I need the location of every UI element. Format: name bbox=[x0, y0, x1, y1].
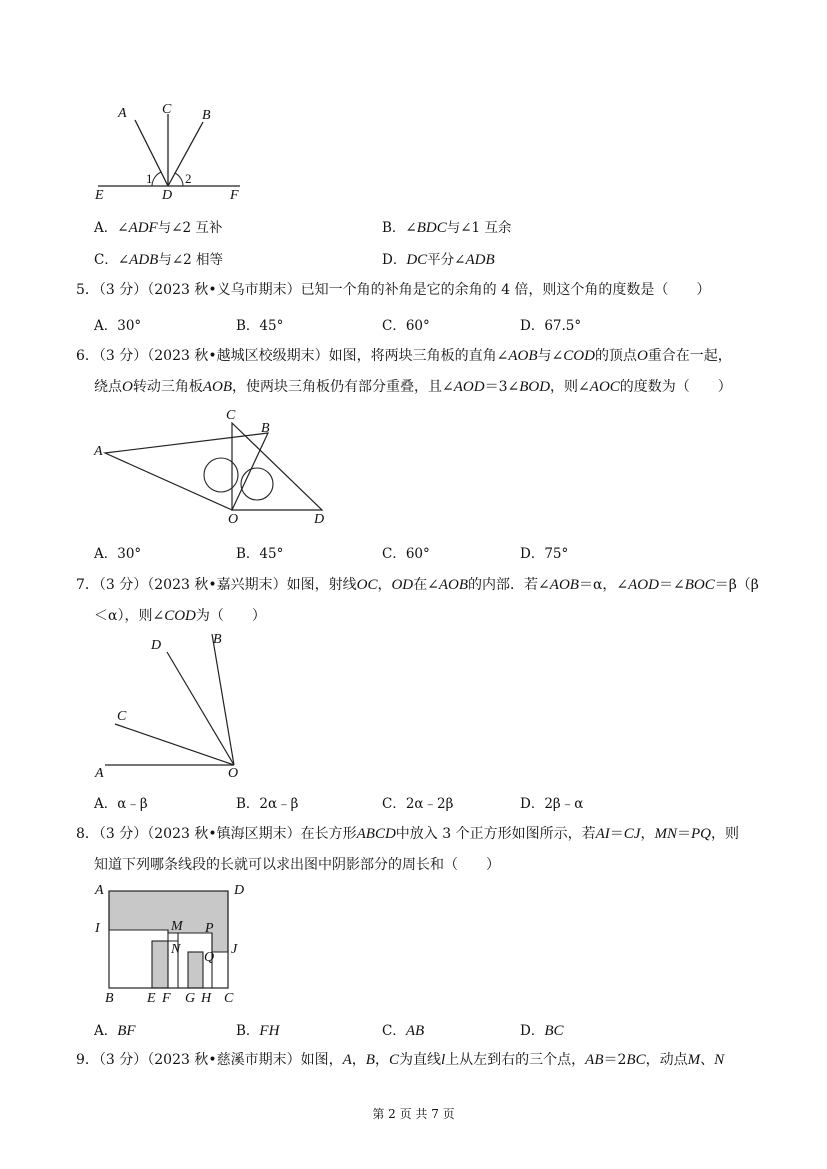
q8-option-b[interactable] bbox=[236, 1019, 279, 1040]
q6-option-b[interactable] bbox=[236, 542, 283, 562]
math: BC bbox=[626, 1052, 646, 1068]
q4-label-2: 2 bbox=[185, 171, 192, 186]
option-math: ADF bbox=[128, 220, 158, 236]
option-label: B． bbox=[236, 1023, 260, 1039]
triangle-cod bbox=[232, 423, 322, 510]
option-math: ADB bbox=[129, 252, 159, 268]
option-value: AB bbox=[405, 1023, 425, 1039]
text: 的内部．若∠ bbox=[468, 577, 550, 593]
text: ，使两块三角板仍有部分重叠，且∠ bbox=[232, 379, 454, 395]
text: （3 分）（2023 秋•越城区校级期末）如图，将两块三角板的直角∠ bbox=[98, 348, 509, 364]
option-text: ∠ bbox=[405, 220, 417, 236]
page-footer: 第 2 页 共 7 页 bbox=[372, 1107, 455, 1121]
q7-option-c[interactable] bbox=[382, 792, 453, 812]
q6-stem-line1 bbox=[76, 346, 732, 366]
q4-option-c[interactable] bbox=[94, 248, 223, 269]
text: ， bbox=[377, 577, 392, 593]
option-label: C． bbox=[94, 252, 118, 268]
q6-label-o: O bbox=[228, 512, 239, 527]
q6-label-c: C bbox=[226, 408, 236, 423]
option-value: 75° bbox=[544, 546, 569, 562]
q4-option-d[interactable] bbox=[382, 248, 495, 269]
q6-label-d: D bbox=[314, 512, 325, 527]
q7-label-o: O bbox=[228, 766, 239, 781]
option-value: FH bbox=[259, 1023, 280, 1039]
option-label: B． bbox=[236, 318, 260, 334]
q4-label-b: B bbox=[202, 108, 211, 123]
q7-label-c: C bbox=[117, 709, 127, 724]
option-value: 60° bbox=[405, 318, 430, 334]
q4-label-1: 1 bbox=[146, 171, 153, 186]
text: ＝3∠ bbox=[484, 379, 520, 395]
q8-label-n: N bbox=[171, 942, 181, 957]
option-value: α﹣β bbox=[117, 796, 148, 812]
option-label: C． bbox=[382, 1023, 406, 1039]
math: COD bbox=[164, 608, 196, 624]
text: （3 分）（2023 秋•慈溪市期末）如图， bbox=[98, 1052, 343, 1068]
text: ＝ bbox=[609, 826, 624, 842]
text: ， bbox=[640, 826, 655, 842]
option-value: 67.5° bbox=[544, 318, 582, 334]
option-label: D． bbox=[520, 796, 545, 812]
text: ＝β（β bbox=[714, 577, 759, 593]
q8-label-g: G bbox=[185, 991, 196, 1006]
q5-option-c[interactable] bbox=[382, 314, 430, 334]
option-text: ∠ bbox=[117, 220, 129, 236]
q8-label-c: C bbox=[224, 991, 234, 1006]
option-text: 平分∠ bbox=[427, 252, 466, 268]
text: 绕点 bbox=[94, 379, 122, 395]
q6-label-b: B bbox=[261, 421, 270, 436]
q6-option-a[interactable] bbox=[94, 542, 141, 562]
text: ＝α，∠ bbox=[578, 577, 629, 593]
q4-label-a: A bbox=[118, 106, 127, 121]
text: 的度数为（ ） bbox=[619, 379, 732, 395]
question-number: 9． bbox=[76, 1052, 99, 1068]
q4-label-d: D bbox=[162, 188, 173, 203]
option-value: 2α﹣2β bbox=[405, 796, 454, 812]
math: AOB bbox=[438, 577, 469, 593]
text: 为直线 bbox=[398, 1052, 441, 1068]
option-label: B． bbox=[236, 546, 260, 562]
text: ， bbox=[374, 1052, 389, 1068]
option-label: C． bbox=[382, 318, 406, 334]
option-value: 45° bbox=[259, 318, 284, 334]
text: ＝2 bbox=[603, 1052, 627, 1068]
option-label: A． bbox=[94, 546, 118, 562]
q4-label-e: E bbox=[95, 188, 104, 203]
math: C bbox=[388, 1052, 399, 1068]
option-label: A． bbox=[94, 1023, 118, 1039]
text: ＝ bbox=[676, 826, 691, 842]
option-label: A． bbox=[94, 796, 118, 812]
option-label: C． bbox=[382, 796, 406, 812]
q8-label-f: F bbox=[162, 991, 171, 1006]
math: OD bbox=[391, 577, 414, 593]
q8-label-p: P bbox=[205, 921, 214, 936]
option-text: 与∠2 相等 bbox=[158, 252, 224, 268]
q4-option-a[interactable] bbox=[94, 216, 222, 237]
question-number: 5． bbox=[76, 282, 99, 298]
q7-option-d[interactable] bbox=[520, 792, 583, 812]
text: ＜α），则∠ bbox=[94, 608, 165, 624]
q8-label-b: B bbox=[105, 991, 114, 1006]
math: BOD bbox=[519, 379, 551, 395]
q8-label-e: E bbox=[147, 991, 156, 1006]
q5-option-d[interactable] bbox=[520, 314, 581, 334]
option-text: 与∠1 互余 bbox=[446, 220, 512, 236]
math: M bbox=[687, 1052, 701, 1068]
q6-option-d[interactable] bbox=[520, 542, 568, 562]
text: （3 分）（2023 秋•镇海区期末）在长方形 bbox=[98, 826, 357, 842]
q7-label-b: B bbox=[213, 632, 222, 647]
text: 上从左到右的三个点， bbox=[445, 1052, 586, 1068]
math: ABCD bbox=[356, 826, 396, 842]
q8-label-h: H bbox=[201, 991, 212, 1006]
math: AOD bbox=[453, 379, 485, 395]
math: AI bbox=[595, 826, 610, 842]
option-value: 2β﹣α bbox=[544, 796, 584, 812]
option-value: BF bbox=[117, 1023, 136, 1039]
option-math: ADB bbox=[465, 252, 495, 268]
q6-figure bbox=[90, 405, 340, 530]
option-value: BC bbox=[544, 1023, 564, 1039]
math: AOC bbox=[589, 379, 620, 395]
math: CJ bbox=[623, 826, 641, 842]
question-text: （3 分）（2023 秋•义乌市期末）已知一个角的补角是它的余角的 4 倍，则这个角的度数是（ ） bbox=[98, 282, 711, 298]
option-label: A． bbox=[94, 220, 118, 236]
q7-label-a: A bbox=[95, 766, 104, 781]
option-label: D． bbox=[520, 318, 545, 334]
text: 的顶点 bbox=[594, 348, 637, 364]
text: 、 bbox=[700, 1052, 715, 1068]
q8-label-i: I bbox=[95, 921, 100, 936]
text: 重合在一起， bbox=[647, 348, 732, 364]
text: ，则∠ bbox=[550, 379, 590, 395]
q8-option-d[interactable] bbox=[520, 1019, 564, 1040]
option-label: C． bbox=[382, 546, 406, 562]
math: PQ bbox=[690, 826, 711, 842]
q8-label-q: Q bbox=[204, 950, 215, 965]
q8-stem-line1 bbox=[76, 824, 739, 844]
shaded-right-strip bbox=[188, 952, 203, 988]
math: AOD bbox=[628, 577, 659, 593]
q5-option-a[interactable] bbox=[94, 314, 141, 334]
text: 转动三角板 bbox=[132, 379, 203, 395]
hole-circle-left bbox=[204, 458, 238, 492]
text: （3 分）（2023 秋•嘉兴期末）如图，射线 bbox=[98, 577, 357, 593]
option-label: B． bbox=[382, 220, 406, 236]
math: N bbox=[714, 1052, 725, 1068]
option-value: 45° bbox=[259, 546, 284, 562]
option-value: 2α﹣β bbox=[259, 796, 299, 812]
q7-stem-line2 bbox=[94, 606, 266, 626]
math: OC bbox=[356, 577, 378, 593]
option-math: BDC bbox=[416, 220, 447, 236]
option-text: ∠ bbox=[117, 252, 130, 268]
text: 为（ ） bbox=[195, 608, 266, 624]
math: BOC bbox=[684, 577, 715, 593]
q9-stem bbox=[76, 1050, 724, 1070]
question-number: 7． bbox=[76, 577, 99, 593]
q8-label-a: A bbox=[95, 883, 104, 898]
math: AOB bbox=[508, 348, 538, 364]
angle-arc-1 bbox=[152, 172, 161, 186]
q7-figure bbox=[95, 630, 255, 775]
math: l bbox=[440, 1052, 446, 1068]
text: ， bbox=[351, 1052, 366, 1068]
text: 中放入 3 个正方形如图所示，若 bbox=[395, 826, 596, 842]
q5-option-b[interactable] bbox=[236, 314, 283, 334]
option-label: B． bbox=[236, 796, 260, 812]
hole-circle-right bbox=[241, 468, 273, 500]
question-number: 8． bbox=[76, 826, 99, 842]
math: MN bbox=[654, 826, 677, 842]
text: ＝∠ bbox=[658, 577, 685, 593]
option-label: D． bbox=[382, 252, 407, 268]
q8-option-c[interactable] bbox=[382, 1019, 424, 1040]
option-math: DC bbox=[406, 252, 428, 268]
triangle-aob bbox=[105, 433, 268, 510]
angle-arc-2 bbox=[175, 173, 183, 186]
q6-label-a: A bbox=[94, 444, 103, 459]
math: A bbox=[342, 1052, 352, 1068]
q4-label-f: F bbox=[230, 188, 239, 203]
q7-option-a[interactable] bbox=[94, 792, 148, 812]
question-number: 6． bbox=[76, 348, 99, 364]
q8-label-d: D bbox=[234, 883, 245, 898]
math: O bbox=[122, 379, 133, 395]
text: ，动点 bbox=[645, 1052, 688, 1068]
q8-option-a[interactable] bbox=[94, 1019, 136, 1040]
math: COD bbox=[563, 348, 595, 364]
q6-stem-line2 bbox=[94, 377, 732, 397]
q7-option-b[interactable] bbox=[236, 792, 298, 812]
q4-option-b[interactable] bbox=[382, 216, 511, 237]
q6-option-c[interactable] bbox=[382, 542, 430, 562]
option-label: A． bbox=[94, 318, 118, 334]
math: B bbox=[365, 1052, 375, 1068]
option-label: D． bbox=[520, 1023, 545, 1039]
q8-label-j: J bbox=[231, 942, 238, 957]
ray-oc bbox=[115, 724, 234, 765]
math: O bbox=[636, 348, 648, 364]
shaded-left-strip bbox=[152, 941, 168, 988]
text: ，则 bbox=[710, 826, 739, 842]
math: AB bbox=[585, 1052, 604, 1068]
text: 在∠ bbox=[413, 577, 439, 593]
option-text: 与∠2 互补 bbox=[157, 220, 223, 236]
math: AOB bbox=[202, 379, 233, 395]
q4-label-c: C bbox=[162, 102, 172, 117]
option-value: 60° bbox=[405, 546, 430, 562]
text: 与∠ bbox=[537, 348, 564, 364]
option-value: 30° bbox=[117, 546, 142, 562]
math: AOB bbox=[549, 577, 579, 593]
q5-stem bbox=[76, 280, 710, 300]
q8-stem-line2: 知道下列哪条线段的长就可以求出图中阴影部分的周长和（ ） bbox=[94, 857, 500, 873]
q7-stem-line1 bbox=[76, 575, 759, 595]
option-value: 30° bbox=[117, 318, 142, 334]
q8-label-m: M bbox=[171, 919, 183, 934]
option-label: D． bbox=[520, 546, 545, 562]
q7-label-d: D bbox=[151, 638, 162, 653]
